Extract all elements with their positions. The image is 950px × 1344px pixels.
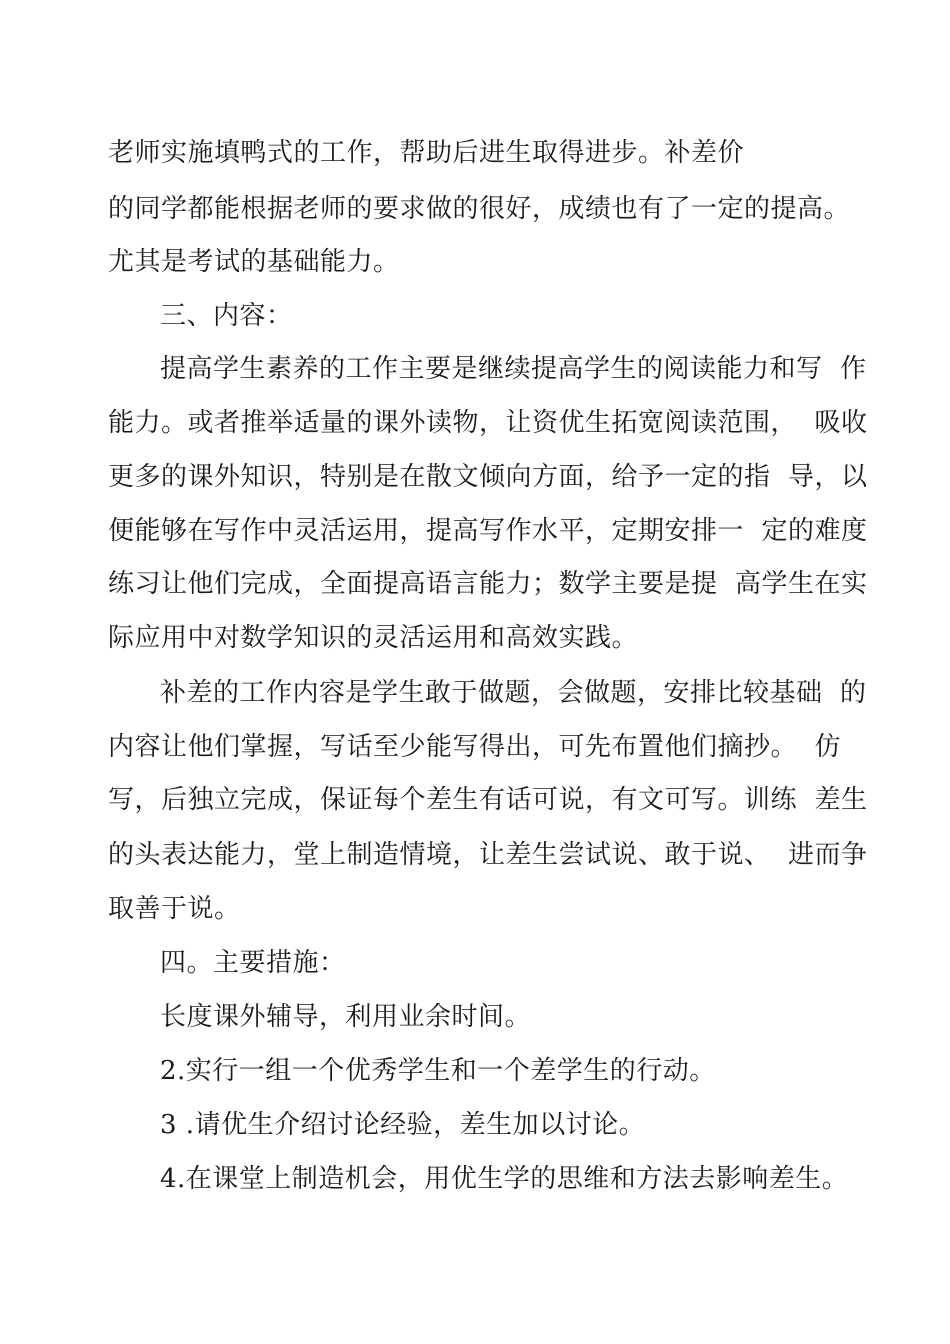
section-heading-measures: 四。主要措施：	[160, 948, 346, 978]
text-line-3: 尤其是考试的基础能力。	[108, 247, 400, 277]
list-item-2: 2.实行一组一个优秀学生和一个差学生的行动。	[160, 1056, 716, 1086]
text-line-11: 补差的工作内容是学生敢于做题，会做题，安排比较基础 的	[160, 678, 867, 708]
text-line-2: 的同学都能根据老师的要求做的很好，成绩也有了一定的提高。	[108, 194, 851, 224]
text-line-12: 内容让他们掌握，写话至少能写得出，可先布置他们摘抄。 仿	[108, 732, 842, 762]
text-line-13: 写，后独立完成，保证每个差生有话可说，有文可写。训练 差生	[108, 785, 868, 815]
text-line-14: 的头表达能力，堂上制造情境，让差生尝试说、敢于说、 进而争	[108, 840, 868, 870]
text-line-1: 老师实施填鸭式的工作，帮助后进生取得进步。补差价	[108, 138, 745, 168]
text-line-10: 际应用中对数学知识的灵活运用和高效实践。	[108, 623, 639, 653]
text-line-8: 便能够在写作中灵活运用，提高写作水平，定期安排一 定的难度	[108, 516, 868, 546]
list-item-1: 长度课外辅导，利用业余时间。	[160, 1002, 532, 1032]
text-line-15: 取善于说。	[108, 894, 241, 924]
list-item-4: 4.在课堂上制造机会，用优生学的思维和方法去影响差生。	[160, 1164, 849, 1194]
text-line-9: 练习让他们完成，全面提高语言能力；数学主要是提 高学生在实	[108, 569, 868, 599]
list-item-3: 3 .请优生介绍讨论经验，差生加以讨论。	[160, 1110, 646, 1140]
text-line-7: 更多的课外知识，特别是在散文倾向方面，给予一定的指 导，以	[108, 462, 868, 492]
text-line-6: 能力。或者推举适量的课外读物，让资优生拓宽阅读范围， 吸收	[108, 408, 868, 438]
section-heading-content: 三、内容：	[160, 301, 293, 331]
text-line-5: 提高学生素养的工作主要是继续提高学生的阅读能力和写 作	[160, 354, 867, 384]
